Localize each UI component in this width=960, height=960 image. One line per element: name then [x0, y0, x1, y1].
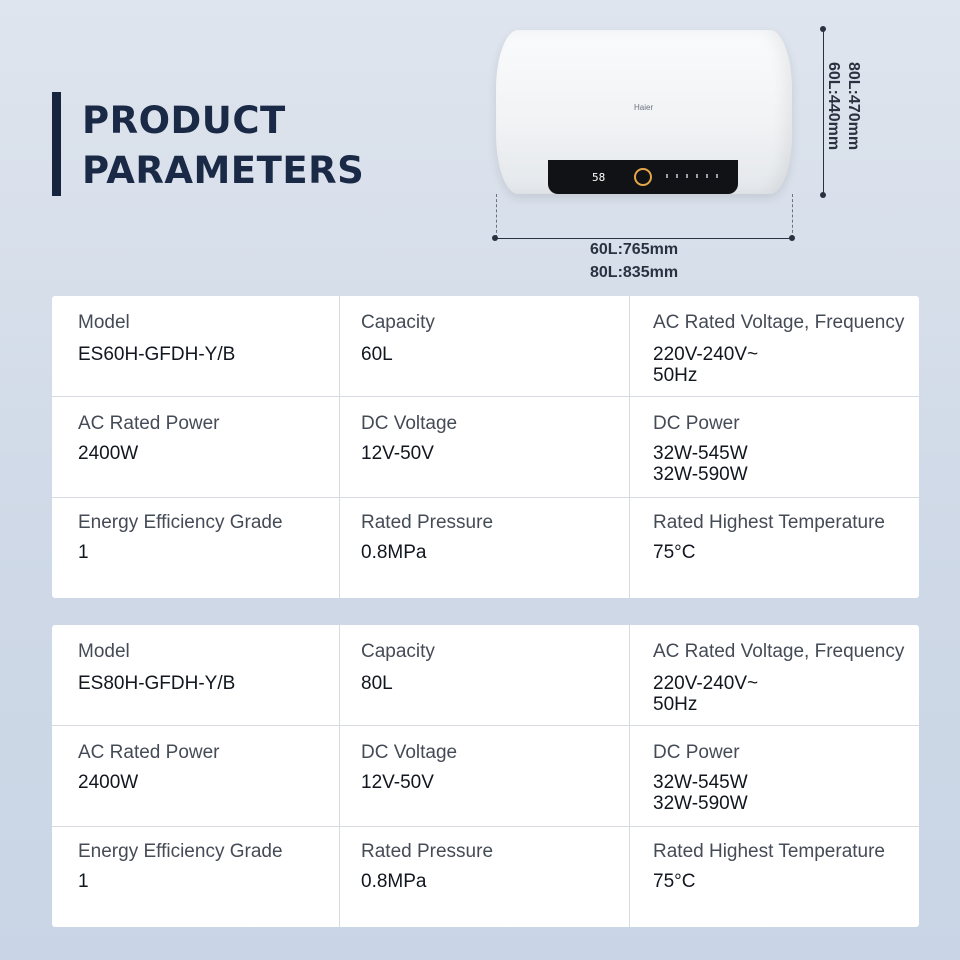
table-row	[52, 726, 919, 827]
table-cell	[630, 625, 919, 725]
param-value: 12V-50V	[361, 772, 434, 793]
param-label: Rated Highest Temperature	[653, 841, 885, 862]
width-extension-right	[792, 194, 793, 238]
control-panel	[548, 160, 738, 194]
param-value: 1	[78, 542, 89, 563]
page-title-line1: PRODUCT	[82, 99, 286, 142]
table-cell	[630, 498, 919, 598]
table-cell	[340, 296, 630, 396]
param-label: Energy Efficiency Grade	[78, 841, 283, 862]
table-cell	[630, 296, 919, 396]
table-cell	[52, 726, 340, 826]
param-label: Rated Pressure	[361, 512, 494, 533]
param-value: 32W-545W 32W-590W	[653, 772, 748, 814]
param-value: 80L	[361, 673, 393, 694]
param-value: 75°C	[653, 871, 696, 892]
table-cell	[630, 397, 919, 497]
param-value: 75°C	[653, 542, 696, 563]
page-title	[82, 96, 364, 196]
param-label: AC Rated Voltage, Frequency	[653, 312, 905, 333]
table-cell	[630, 827, 919, 927]
table-cell	[52, 827, 340, 927]
height-dimension-dot-top	[820, 26, 826, 32]
table-cell	[340, 726, 630, 826]
table-cell	[52, 296, 340, 396]
width-label-60l: 60L:765mm	[590, 241, 679, 258]
param-value: 1	[78, 871, 89, 892]
param-value: ES60H-GFDH-Y/B	[78, 344, 236, 365]
spec-table-60l	[52, 296, 919, 598]
param-label: DC Voltage	[361, 742, 458, 763]
water-heater-image	[496, 30, 792, 194]
param-label: Energy Efficiency Grade	[78, 512, 283, 533]
table-cell	[340, 625, 630, 725]
param-value: ES80H-GFDH-Y/B	[78, 673, 236, 694]
param-label: Capacity	[361, 312, 435, 333]
title-accent-bar	[52, 92, 61, 196]
param-value: 220V-240V~ 50Hz	[653, 344, 759, 386]
brand-logo: Haier	[634, 103, 654, 112]
width-dimension-dot-left	[492, 235, 498, 241]
param-label: AC Rated Voltage, Frequency	[653, 641, 905, 662]
width-dimension-line	[496, 238, 792, 239]
height-label-60l: 60L:440mm	[825, 62, 842, 151]
param-label: Capacity	[361, 641, 435, 662]
panel-indicator-icons	[666, 174, 722, 178]
param-value: 0.8MPa	[361, 871, 427, 892]
param-label: Model	[78, 641, 130, 662]
param-label: DC Power	[653, 413, 740, 434]
table-row	[52, 625, 919, 726]
param-value: 0.8MPa	[361, 542, 427, 563]
panel-temperature-display: 58	[592, 171, 606, 184]
width-extension-left	[496, 194, 497, 238]
param-label: Model	[78, 312, 130, 333]
table-row	[52, 296, 919, 397]
param-label: Rated Highest Temperature	[653, 512, 885, 533]
param-label: DC Power	[653, 742, 740, 763]
param-value: 60L	[361, 344, 393, 365]
table-cell	[52, 498, 340, 598]
width-label-80l: 80L:835mm	[590, 264, 679, 281]
param-value: 220V-240V~ 50Hz	[653, 673, 759, 715]
param-value: 32W-545W 32W-590W	[653, 443, 748, 485]
table-cell	[340, 827, 630, 927]
param-label: AC Rated Power	[78, 742, 220, 763]
page-title-line2: PARAMETERS	[82, 149, 365, 192]
table-row	[52, 827, 919, 927]
param-label: Rated Pressure	[361, 841, 494, 862]
table-cell	[340, 498, 630, 598]
dial-icon	[634, 168, 652, 186]
table-cell	[52, 397, 340, 497]
height-label-80l: 80L:470mm	[845, 62, 862, 151]
param-label: DC Voltage	[361, 413, 458, 434]
spec-table-80l	[52, 625, 919, 927]
table-cell	[340, 397, 630, 497]
param-label: AC Rated Power	[78, 413, 220, 434]
height-dimension-dot-bottom	[820, 192, 826, 198]
width-dimension-dot-right	[789, 235, 795, 241]
table-cell	[630, 726, 919, 826]
table-row	[52, 498, 919, 598]
param-value: 12V-50V	[361, 443, 434, 464]
param-value: 2400W	[78, 443, 139, 464]
param-value: 2400W	[78, 772, 139, 793]
table-cell	[52, 625, 340, 725]
table-row	[52, 397, 919, 498]
